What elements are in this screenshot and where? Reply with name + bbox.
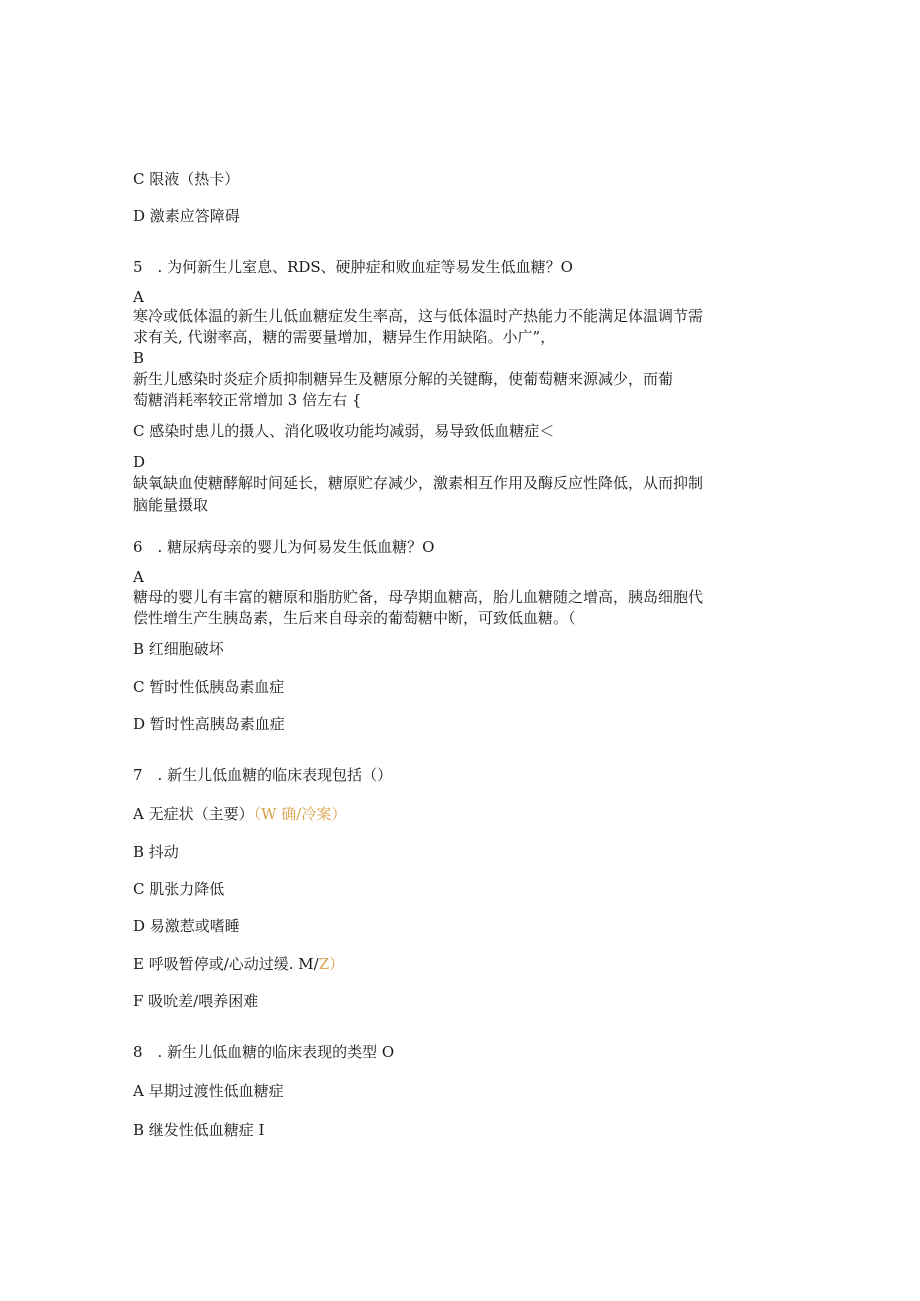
q8-option-b: B 继发性低血糖症 I [133,1121,265,1139]
q7-option-a [133,805,346,823]
q7-answer-mark: Z） [318,955,345,973]
q7-option-d: D 易激惹或嗜睡 [133,917,240,935]
q7-answer-mark: （W 确/冷案） [253,805,347,823]
q5-option-a-text: 寒冷或低体温的新生儿低血糖症发生率高，这与低体温时产热能力不能满足体温调节需 [133,307,704,325]
q6-option-d: D 暂时性高胰岛素血症 [133,715,285,733]
question-5: 5 . 为何新生儿室息、RDS、硬肿症和败血症等易发生低血糖？O [133,258,573,276]
q5-option-d-text: 缺氧缺血使糖酵解时间延长，糖原贮存减少，激素相互作用及酶反应性降低，从而抑制 [133,474,704,492]
q4-option-d: D 激素应答障碍 [133,207,240,225]
q8-option-a: A 早期过渡性低血糖症 [133,1082,284,1100]
q6-option-c: C 暂时性低胰岛素血症 [133,678,285,696]
q6-option-a-label: A [133,568,144,586]
q7-option-e-text: E 呼吸暂停或/心动过缓. M/ [133,955,319,973]
question-8: 8 . 新生儿低血糖的临床表现的类型 O [133,1043,395,1061]
q7-option-b: B 抖动 [133,843,179,861]
question-7: 7 . 新生儿低血糖的临床表现包括（） [133,766,393,784]
q5-option-a-text: 求有关, 代谢率高，糖的需要量增加，糖异生作用缺陷。小广”， [133,328,556,346]
q6-option-a-text: 偿性增生产生胰岛素，生后来自母亲的葡萄糖中断，可致低血糖。（ [133,609,576,627]
q7-option-a-text: A 无症状（主要） [133,805,254,823]
q5-option-b-text: 新生儿感染时炎症介质抑制糖异生及糖原分解的关键酶，使葡萄糖来源减少，而葡 [133,370,674,388]
q6-option-b: B 红细胞破坏 [133,640,224,658]
q5-option-d-label: D [133,453,146,471]
q7-option-f: F 吸吮差/喂养困难 [133,992,259,1010]
q4-option-c: C 限液（热卡） [133,170,240,188]
q6-option-a-text: 糖母的婴儿有丰富的糖原和脂肪贮备，母孕期血糖高，胎儿血糖随之增高，胰岛细胞代 [133,588,704,606]
q5-option-b-text: 萄糖消耗率较正常增加 3 倍左右 { [133,391,362,409]
q7-option-c: C 肌张力降低 [133,880,225,898]
q5-option-d-text: 脑能量摄取 [133,496,209,514]
question-6: 6 . 糖尿病母亲的婴儿为何易发生低血糖？O [133,538,435,556]
q5-option-c: C 感染时患儿的摄人、消化吸收功能均减弱，易导致低血糖症＜ [133,422,555,440]
q7-option-e [133,955,344,973]
q5-option-b-label: B [133,349,145,367]
q5-option-a-label: A [133,288,144,306]
